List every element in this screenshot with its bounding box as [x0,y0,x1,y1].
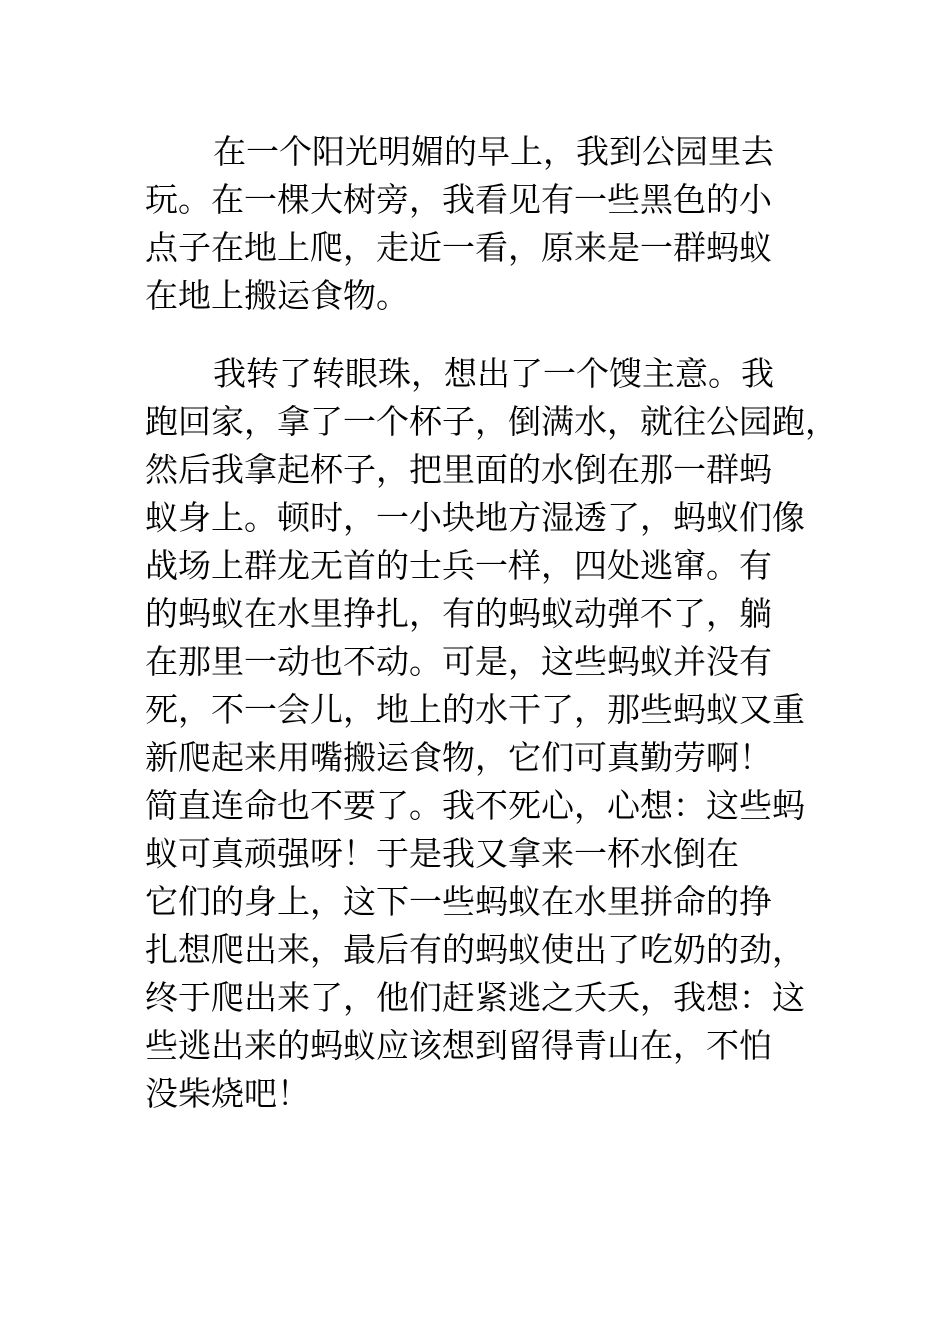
text-line: 玩。在一棵大树旁，我看见有一些黑色的小 [145,180,772,219]
text-line: 扎想爬出来，最后有的蚂蚁使出了吃奶的劲， [145,930,805,969]
text-line: 蚁身上。顿时，一小块地方湿透了，蚂蚁们像 [145,498,805,537]
paragraph-2 [145,350,845,1118]
text-line: 简直连命也不要了。我不死心，心想：这些蚂 [145,786,805,825]
paragraph-1 [145,128,845,320]
text-line: 跑回家，拿了一个杯子，倒满水，就往公园跑， [145,402,838,441]
text-line: 的蚂蚁在水里挣扎，有的蚂蚁动弹不了，躺 [145,594,772,633]
text-line: 点子在地上爬，走近一看，原来是一群蚂蚁 [145,228,772,267]
text-line: 新爬起来用嘴搬运食物，它们可真勤劳啊！ [145,738,772,777]
text-line: 战场上群龙无首的士兵一样，四处逃窜。有 [145,546,772,585]
text-line: 在那里一动也不动。可是，这些蚂蚁并没有 [145,642,772,681]
text-line: 在地上搬运食物。 [145,276,409,315]
text-line: 在一个阳光明媚的早上，我到公园里去 [213,132,774,171]
text-line: 些逃出来的蚂蚁应该想到留得青山在，不怕 [145,1026,772,1065]
text-line: 死，不一会儿，地上的水干了，那些蚂蚁又重 [145,690,805,729]
text-line: 没柴烧吧！ [145,1074,310,1113]
text-line: 蚁可真顽强呀！于是我又拿来一杯水倒在 [145,834,739,873]
text-line: 我转了转眼珠，想出了一个馊主意。我 [213,354,774,393]
text-line: 终于爬出来了，他们赶紧逃之夭夭，我想：这 [145,978,805,1017]
text-line: 它们的身上，这下一些蚂蚁在水里拼命的挣 [145,882,772,921]
text-line: 然后我拿起杯子，把里面的水倒在那一群蚂 [145,450,772,489]
